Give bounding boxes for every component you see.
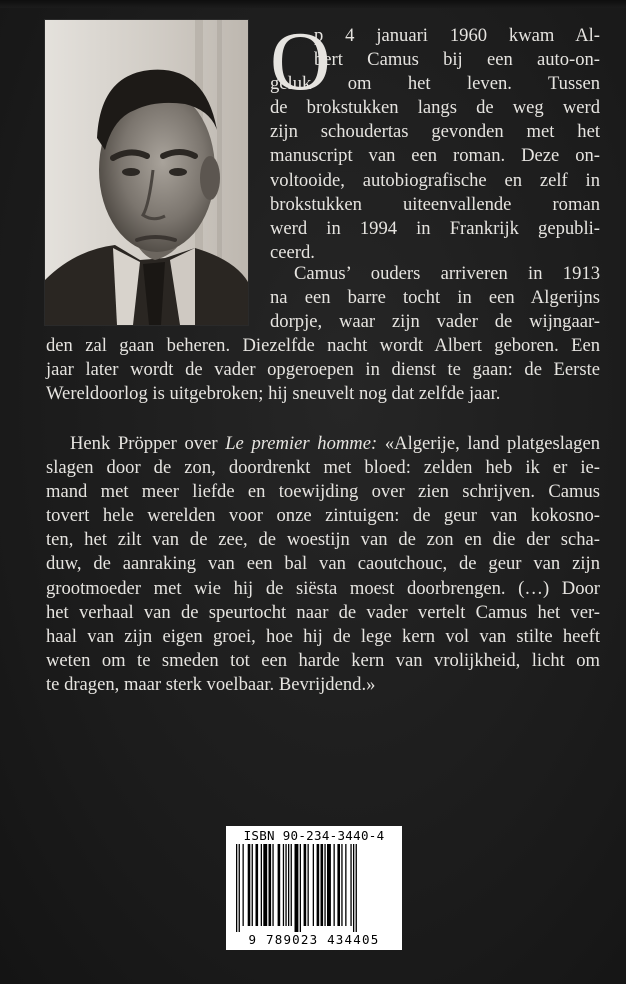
barcode-bar bbox=[252, 844, 253, 926]
intro-paragraph bbox=[270, 24, 600, 265]
barcode-bar bbox=[278, 844, 281, 926]
text-line: slagen door de zon, doordrenkt met bloed: zelden heb ik er ie- bbox=[46, 457, 600, 479]
barcode-bar bbox=[334, 844, 335, 926]
barcode-bar bbox=[353, 844, 354, 932]
drop-cap-letter: O bbox=[270, 15, 331, 108]
text-line: haal van zijn eigen groei, hoe hij de lege kern vol van stilte heeft bbox=[46, 625, 600, 647]
text-line: brokstukken uiteenvallende roman bbox=[270, 193, 600, 215]
barcode-bar bbox=[263, 844, 267, 926]
text-line: p 4 januari 1960 kwam Al- bbox=[314, 25, 600, 46]
barcode-bar bbox=[337, 844, 340, 926]
text-line: voltooide, autobiografische en zelf in bbox=[270, 169, 600, 191]
text-line: manuscript van een roman. Deze on- bbox=[270, 145, 600, 167]
barcode-bar bbox=[345, 844, 346, 926]
barcode-bar bbox=[243, 844, 244, 926]
text-line: de brokstukken langs de weg werd bbox=[270, 97, 600, 119]
quote-opening: «Algerije, land platgeslagen bbox=[377, 433, 600, 454]
barcode-bar bbox=[272, 844, 273, 926]
barcode-bar bbox=[321, 844, 324, 926]
isbn-barcode bbox=[226, 826, 402, 950]
barcode-bar bbox=[304, 844, 307, 926]
barcode-bar bbox=[283, 844, 284, 926]
text-line: dorpje, waar zijn vader de wijngaar- bbox=[270, 311, 600, 333]
quote-attribution: Henk Pröpper over bbox=[70, 433, 226, 454]
text-line: ceerd. bbox=[270, 241, 315, 263]
text-line: mand met meer liefde en toewijding over zien schrijven. Camus bbox=[46, 481, 600, 503]
text-line: duw, de aanraking van een bal van caoutchouc, de geur van zijn bbox=[46, 553, 600, 575]
text-line: Wereldoorlog is uitgebroken; hij sneuvelt nog dat zelfde jaar. bbox=[46, 383, 501, 405]
book-title: Le premier homme: bbox=[225, 433, 378, 454]
text-line: ten, het zilt van de zee, de woestijn van de zon en die der scha- bbox=[46, 529, 600, 551]
parents-paragraph bbox=[46, 262, 600, 407]
text-line: bert Camus bij een auto-on- bbox=[314, 49, 600, 71]
barcode-bar bbox=[269, 844, 272, 926]
barcode-bar bbox=[317, 844, 320, 926]
barcode-bar bbox=[236, 844, 237, 932]
text-line: te dragen, maar sterk voelbaar. Bevrijdend.» bbox=[46, 673, 376, 695]
barcode-bar bbox=[300, 844, 301, 932]
quote-paragraph bbox=[46, 432, 600, 697]
text-line: werd in 1994 in Frankrijk gepubli- bbox=[270, 217, 600, 239]
isbn-label: ISBN 90-234-3440-4 bbox=[243, 828, 385, 843]
barcode-bar bbox=[291, 844, 292, 926]
ean-digits: 9 789023 434405 bbox=[248, 932, 380, 947]
barcode-bar bbox=[313, 844, 314, 926]
text-line: jaar later wordt de vader opgeroepen in dienst te gaan: de Eerste bbox=[46, 359, 600, 381]
barcode-bar bbox=[239, 844, 240, 932]
barcode-bar bbox=[356, 844, 357, 932]
text-line: na een barre tocht in een Algerijns bbox=[270, 287, 600, 309]
barcode-bar bbox=[288, 844, 289, 926]
cover-top-edge bbox=[0, 0, 626, 8]
barcode-bar bbox=[341, 844, 342, 926]
barcode-bar bbox=[261, 844, 262, 926]
barcode-bar bbox=[248, 844, 251, 926]
barcode-bars bbox=[234, 844, 394, 932]
text-line: tovert hele werelden voor onze zintuigen: de geur van kokosno- bbox=[46, 505, 600, 527]
barcode-bar bbox=[350, 844, 351, 926]
barcode-bar bbox=[327, 844, 331, 926]
text-line bbox=[46, 432, 600, 456]
text-line: zijn schoudertas gevonden met het bbox=[270, 121, 600, 143]
text-line: geluk om het leven. Tussen bbox=[270, 73, 600, 95]
barcode-bar bbox=[256, 844, 259, 926]
text-line: den zal gaan beheren. Diezelfde nacht wordt Albert geboren. Een bbox=[46, 335, 600, 357]
barcode-bar bbox=[324, 844, 325, 926]
barcode-bar bbox=[295, 844, 299, 932]
text-line: weten om te smeden tot een harde kern van vrolijkheid, licht om bbox=[46, 649, 600, 671]
text-line: het verhaal van de speurtocht naar de vader vertelt Camus het ver- bbox=[46, 601, 600, 623]
text-line: grootmoeder met wie hij de siësta moest doorbrengen. (…) Door bbox=[46, 577, 600, 599]
text-line: Camus’ ouders arriveren in 1913 bbox=[294, 263, 600, 284]
barcode-bar bbox=[285, 844, 286, 926]
barcode-bar bbox=[308, 844, 309, 926]
